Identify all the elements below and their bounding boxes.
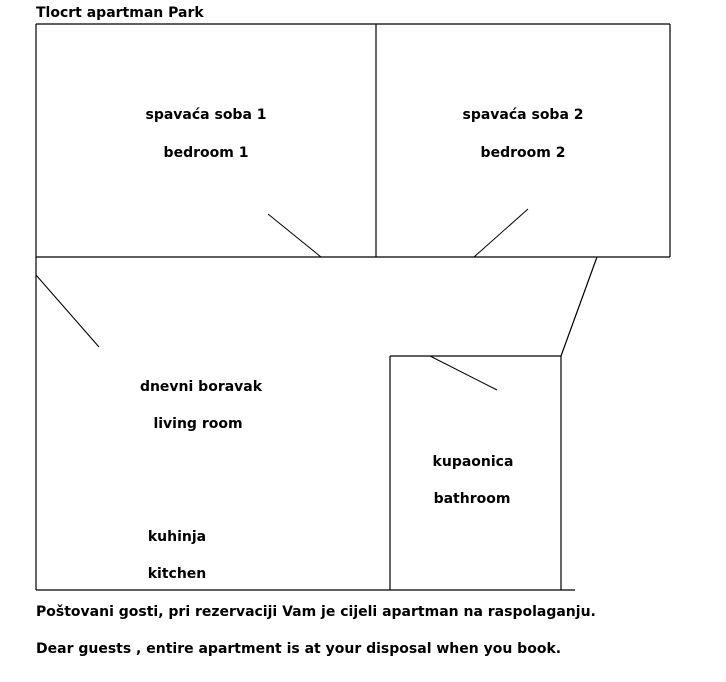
living-room-walls (36, 257, 575, 590)
bedroom-1-label-en: bedroom 1 (163, 145, 249, 161)
bathroom-label-hr: kupaonica (432, 454, 514, 470)
bedroom-2-walls (376, 24, 670, 257)
bathroom-door (430, 356, 497, 390)
bedroom-2-door (474, 209, 528, 257)
kitchen-label-en: kitchen (147, 566, 207, 582)
plan-title: Tlocrt apartman Park (36, 5, 204, 21)
bedroom-2-label-en: bedroom 2 (480, 145, 566, 161)
bedroom-1-walls (36, 24, 376, 257)
bedroom-1-door (268, 214, 321, 257)
living-room-label-en: living room (153, 416, 243, 432)
bathroom-label-en: bathroom (433, 491, 511, 507)
note-croatian: Poštovani gosti, pri rezervaciji Vam je cijeli apartman na raspolaganju. (36, 604, 596, 620)
note-english: Dear guests , entire apartment is at your disposal when you book. (36, 641, 562, 657)
kitchen-label-hr: kuhinja (147, 529, 207, 545)
bathroom-walls (390, 257, 597, 590)
living-room-label-hr: dnevni boravak (139, 379, 263, 395)
bedroom-2-label-hr: spavaća soba 2 (462, 107, 584, 123)
entrance-door (36, 275, 99, 347)
bedroom-1-label-hr: spavaća soba 1 (145, 107, 267, 123)
